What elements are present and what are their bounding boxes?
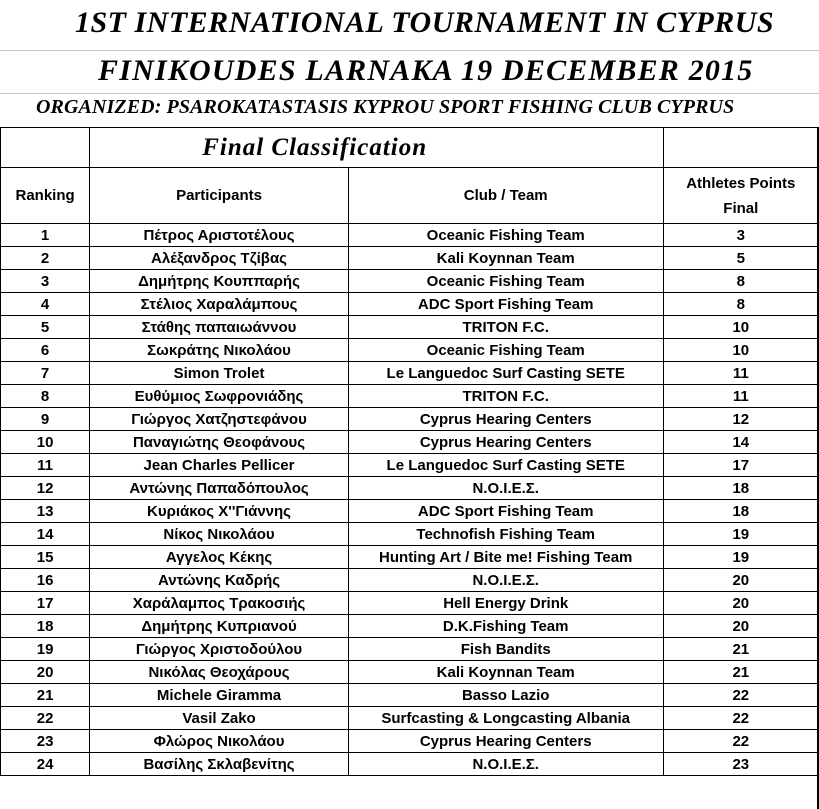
participant-cell: Ευθύμιος Σωφρονιάδης <box>90 385 349 408</box>
rank-cell: 5 <box>1 316 90 339</box>
table-row <box>1 661 819 684</box>
club-cell: Oceanic Fishing Team <box>348 339 663 362</box>
rank-cell: 18 <box>1 615 90 638</box>
rank-cell: 10 <box>1 431 90 454</box>
points-cell: 18 <box>663 500 818 523</box>
club-cell: Technofish Fishing Team <box>348 523 663 546</box>
participant-cell: Πέτρος Αριστοτέλους <box>90 224 349 247</box>
participant-cell: Γιώργος Χατζηστεφάνου <box>90 408 349 431</box>
rank-cell: 19 <box>1 638 90 661</box>
table-row <box>1 431 819 454</box>
rank-cell: 6 <box>1 339 90 362</box>
participant-cell: Βασίλης Σκλαβενίτης <box>90 753 349 776</box>
club-cell: Cyprus Hearing Centers <box>348 408 663 431</box>
tournament-location-date-text: FINIKOUDES LARNAKA 19 DECEMBER 2015 <box>98 54 754 87</box>
club-cell: D.K.Fishing Team <box>348 615 663 638</box>
club-cell: Cyprus Hearing Centers <box>348 730 663 753</box>
points-cell: 8 <box>663 270 818 293</box>
table-row <box>1 523 819 546</box>
club-cell: Hunting Art / Bite me! Fishing Team <box>348 546 663 569</box>
table-row <box>1 293 819 316</box>
points-cell: 21 <box>663 661 818 684</box>
points-cell: 21 <box>663 638 818 661</box>
club-cell: ADC Sport Fishing Team <box>348 293 663 316</box>
section-title-spacer <box>1 128 90 168</box>
table-row <box>1 454 819 477</box>
tournament-title-text: 1ST INTERNATIONAL TOURNAMENT IN CYPRUS <box>75 6 775 39</box>
club-cell: Kali Koynnan Team <box>348 661 663 684</box>
divider <box>0 50 819 51</box>
participant-cell: Χαράλαμπος Τρακοσιής <box>90 592 349 615</box>
table-row <box>1 730 819 753</box>
rank-cell: 17 <box>1 592 90 615</box>
participant-cell: Στάθης παπαιωάννου <box>90 316 349 339</box>
column-header-points-line2: Final <box>723 199 759 217</box>
table-row <box>1 500 819 523</box>
participant-cell: Γιώργος Χριστοδούλου <box>90 638 349 661</box>
column-header-club: Club / Team <box>348 168 663 224</box>
organizer-line-text: ORGANIZED: PSAROKATASTASIS KYPROU SPORT FISHING CLUB CYPRUS <box>36 96 735 118</box>
rank-cell: 20 <box>1 661 90 684</box>
points-cell: 19 <box>663 546 818 569</box>
points-cell: 22 <box>663 730 818 753</box>
points-cell: 11 <box>663 362 818 385</box>
rank-cell: 24 <box>1 753 90 776</box>
rank-cell: 15 <box>1 546 90 569</box>
table-row <box>1 684 819 707</box>
club-cell: N.O.I.E.Σ. <box>348 569 663 592</box>
table-row <box>1 638 819 661</box>
classification-table <box>0 127 819 776</box>
rank-cell: 13 <box>1 500 90 523</box>
club-cell: Le Languedoc Surf Casting SETE <box>348 362 663 385</box>
points-cell: 22 <box>663 684 818 707</box>
table-row <box>1 316 819 339</box>
club-cell: Kali Koynnan Team <box>348 247 663 270</box>
points-cell: 20 <box>663 615 818 638</box>
rank-cell: 4 <box>1 293 90 316</box>
club-cell: TRITON F.C. <box>348 316 663 339</box>
rank-cell: 1 <box>1 224 90 247</box>
club-cell: Le Languedoc Surf Casting SETE <box>348 454 663 477</box>
participant-cell: Νικόλας Θεοχάρους <box>90 661 349 684</box>
participant-cell: Νίκος Νικολάου <box>90 523 349 546</box>
points-cell: 5 <box>663 247 818 270</box>
club-cell: ADC Sport Fishing Team <box>348 500 663 523</box>
participant-cell: Δημήτρης Κυπριανού <box>90 615 349 638</box>
club-cell: Fish Bandits <box>348 638 663 661</box>
club-cell: N.O.I.E.Σ. <box>348 477 663 500</box>
section-title: Final Classification <box>90 128 663 168</box>
participant-cell: Jean Charles Pellicer <box>90 454 349 477</box>
club-cell: N.O.I.E.Σ. <box>348 753 663 776</box>
club-cell: Basso Lazio <box>348 684 663 707</box>
club-cell: Oceanic Fishing Team <box>348 270 663 293</box>
participant-cell: Παναγιώτης Θεοφάνους <box>90 431 349 454</box>
points-cell: 20 <box>663 592 818 615</box>
classification-rows <box>1 224 819 776</box>
participant-cell: Στέλιος Χαραλάμπους <box>90 293 349 316</box>
participant-cell: Vasil Zako <box>90 707 349 730</box>
table-row <box>1 385 819 408</box>
club-cell: Surfcasting & Longcasting Albania <box>348 707 663 730</box>
points-cell: 14 <box>663 431 818 454</box>
rank-cell: 16 <box>1 569 90 592</box>
club-cell: TRITON F.C. <box>348 385 663 408</box>
points-cell: 18 <box>663 477 818 500</box>
rank-cell: 12 <box>1 477 90 500</box>
tournament-location-date <box>0 52 819 94</box>
rank-cell: 23 <box>1 730 90 753</box>
table-row <box>1 247 819 270</box>
organizer-line <box>0 95 819 125</box>
club-cell: Cyprus Hearing Centers <box>348 431 663 454</box>
rank-cell: 3 <box>1 270 90 293</box>
rank-cell: 2 <box>1 247 90 270</box>
rank-cell: 21 <box>1 684 90 707</box>
participant-cell: Αντώνης Παπαδόπουλος <box>90 477 349 500</box>
points-cell: 10 <box>663 316 818 339</box>
points-cell: 11 <box>663 385 818 408</box>
club-cell: Hell Energy Drink <box>348 592 663 615</box>
participant-cell: Αλέξανδρος Τζίβας <box>90 247 349 270</box>
rank-cell: 8 <box>1 385 90 408</box>
points-cell: 8 <box>663 293 818 316</box>
tournament-title <box>0 4 819 48</box>
points-cell: 12 <box>663 408 818 431</box>
points-cell: 22 <box>663 707 818 730</box>
rank-cell: 11 <box>1 454 90 477</box>
rank-cell: 22 <box>1 707 90 730</box>
table-row <box>1 362 819 385</box>
section-title-row <box>1 128 819 168</box>
section-title-spacer <box>663 128 818 168</box>
participant-cell: Michele Giramma <box>90 684 349 707</box>
points-cell: 3 <box>663 224 818 247</box>
rank-cell: 7 <box>1 362 90 385</box>
column-header-points-line1: Athletes Points <box>686 174 796 192</box>
table-row <box>1 592 819 615</box>
participant-cell: Δημήτρης Κουππαρής <box>90 270 349 293</box>
participant-cell: Αντώνης Καδρής <box>90 569 349 592</box>
table-row <box>1 546 819 569</box>
table-row <box>1 477 819 500</box>
table-row <box>1 707 819 730</box>
club-cell: Oceanic Fishing Team <box>348 224 663 247</box>
participant-cell: Αγγελος Κέκης <box>90 546 349 569</box>
rank-cell: 14 <box>1 523 90 546</box>
points-cell: 10 <box>663 339 818 362</box>
participant-cell: Φλώρος Νικολάου <box>90 730 349 753</box>
points-cell: 17 <box>663 454 818 477</box>
participant-cell: Κυριάκος Χ''Γιάννης <box>90 500 349 523</box>
table-row <box>1 270 819 293</box>
column-header-row <box>1 168 819 224</box>
table-row <box>1 753 819 776</box>
table-row <box>1 408 819 431</box>
column-header-points <box>663 168 818 224</box>
points-cell: 19 <box>663 523 818 546</box>
table-row <box>1 615 819 638</box>
column-header-ranking: Ranking <box>1 168 90 224</box>
table-row <box>1 339 819 362</box>
participant-cell: Σωκράτης Νικολάου <box>90 339 349 362</box>
points-cell: 23 <box>663 753 818 776</box>
divider <box>0 93 819 94</box>
column-header-participants: Participants <box>90 168 349 224</box>
table-row <box>1 569 819 592</box>
points-cell: 20 <box>663 569 818 592</box>
rank-cell: 9 <box>1 408 90 431</box>
participant-cell: Simon Trolet <box>90 362 349 385</box>
table-row <box>1 224 819 247</box>
